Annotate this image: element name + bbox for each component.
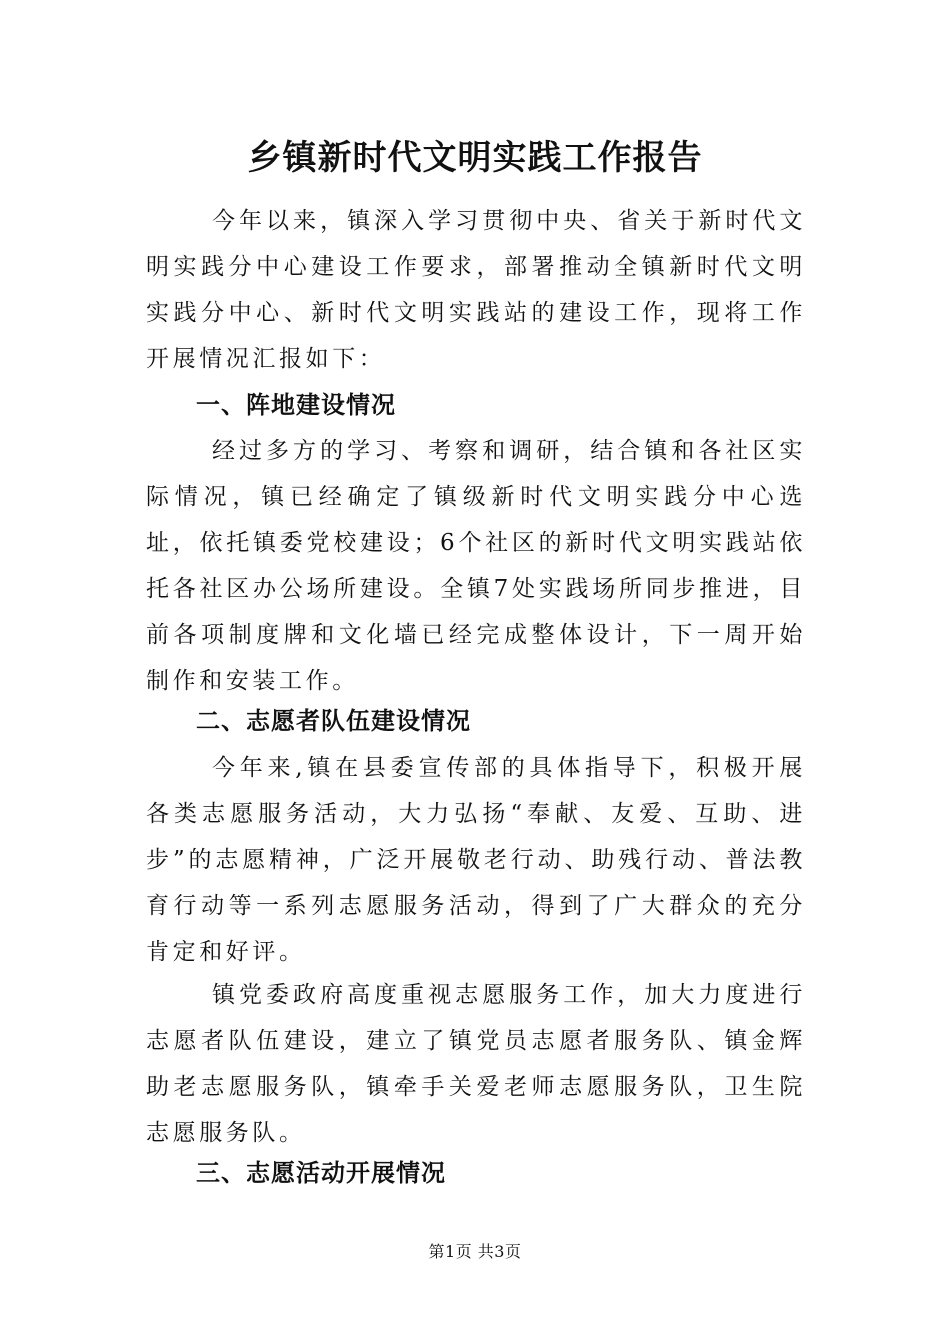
document-title: 乡镇新时代文明实践工作报告 <box>247 138 703 178</box>
volunteer-team-paragraph-2: 镇党委政府高度重视志愿服务工作，加大力度进行志愿者队伍建设，建立了镇党员志愿者服务队、镇金辉助老志愿服务队，镇牵手关爱老师志愿服务队，卫生院志愿服务队。 <box>146 982 806 1146</box>
volunteer-team-paragraph-1: 今年来,镇在县委宣传部的具体指导下，积极开展各类志愿服务活动，大力弘扬“奉献、友爱、互助、进步”的志愿精神，广泛开展敬老行动、助残行动、普法教育行动等一系列志愿服务活动，得到了广大群众的充分肯定和好评。 <box>146 755 806 965</box>
section-heading-volunteer-activities: 三、志愿活动开展情况 <box>196 1159 446 1187</box>
intro-paragraph: 今年以来，镇深入学习贯彻中央、省关于新时代文明实践分中心建设工作要求，部署推动全镇新时代文明实践分中心、新时代文明实践站的建设工作，现将工作开展情况汇报如下： <box>146 208 806 372</box>
site-construction-paragraph: 经过多方的学习、考察和调研，结合镇和各社区实际情况，镇已经确定了镇级新时代文明实践分中心选址，依托镇委党校建设；6个社区的新时代文明实践站依托各社区办公场所建设。全镇7处实践场所同步推进，目前各项制度牌和文化墙已经完成整体设计，下一周开始制作和安装工作。 <box>146 438 806 694</box>
section-heading-volunteer-team: 二、志愿者队伍建设情况 <box>196 707 471 735</box>
section-heading-site-construction: 一、阵地建设情况 <box>196 391 396 419</box>
page-footer: 第1页 共3页 <box>428 1242 522 1261</box>
